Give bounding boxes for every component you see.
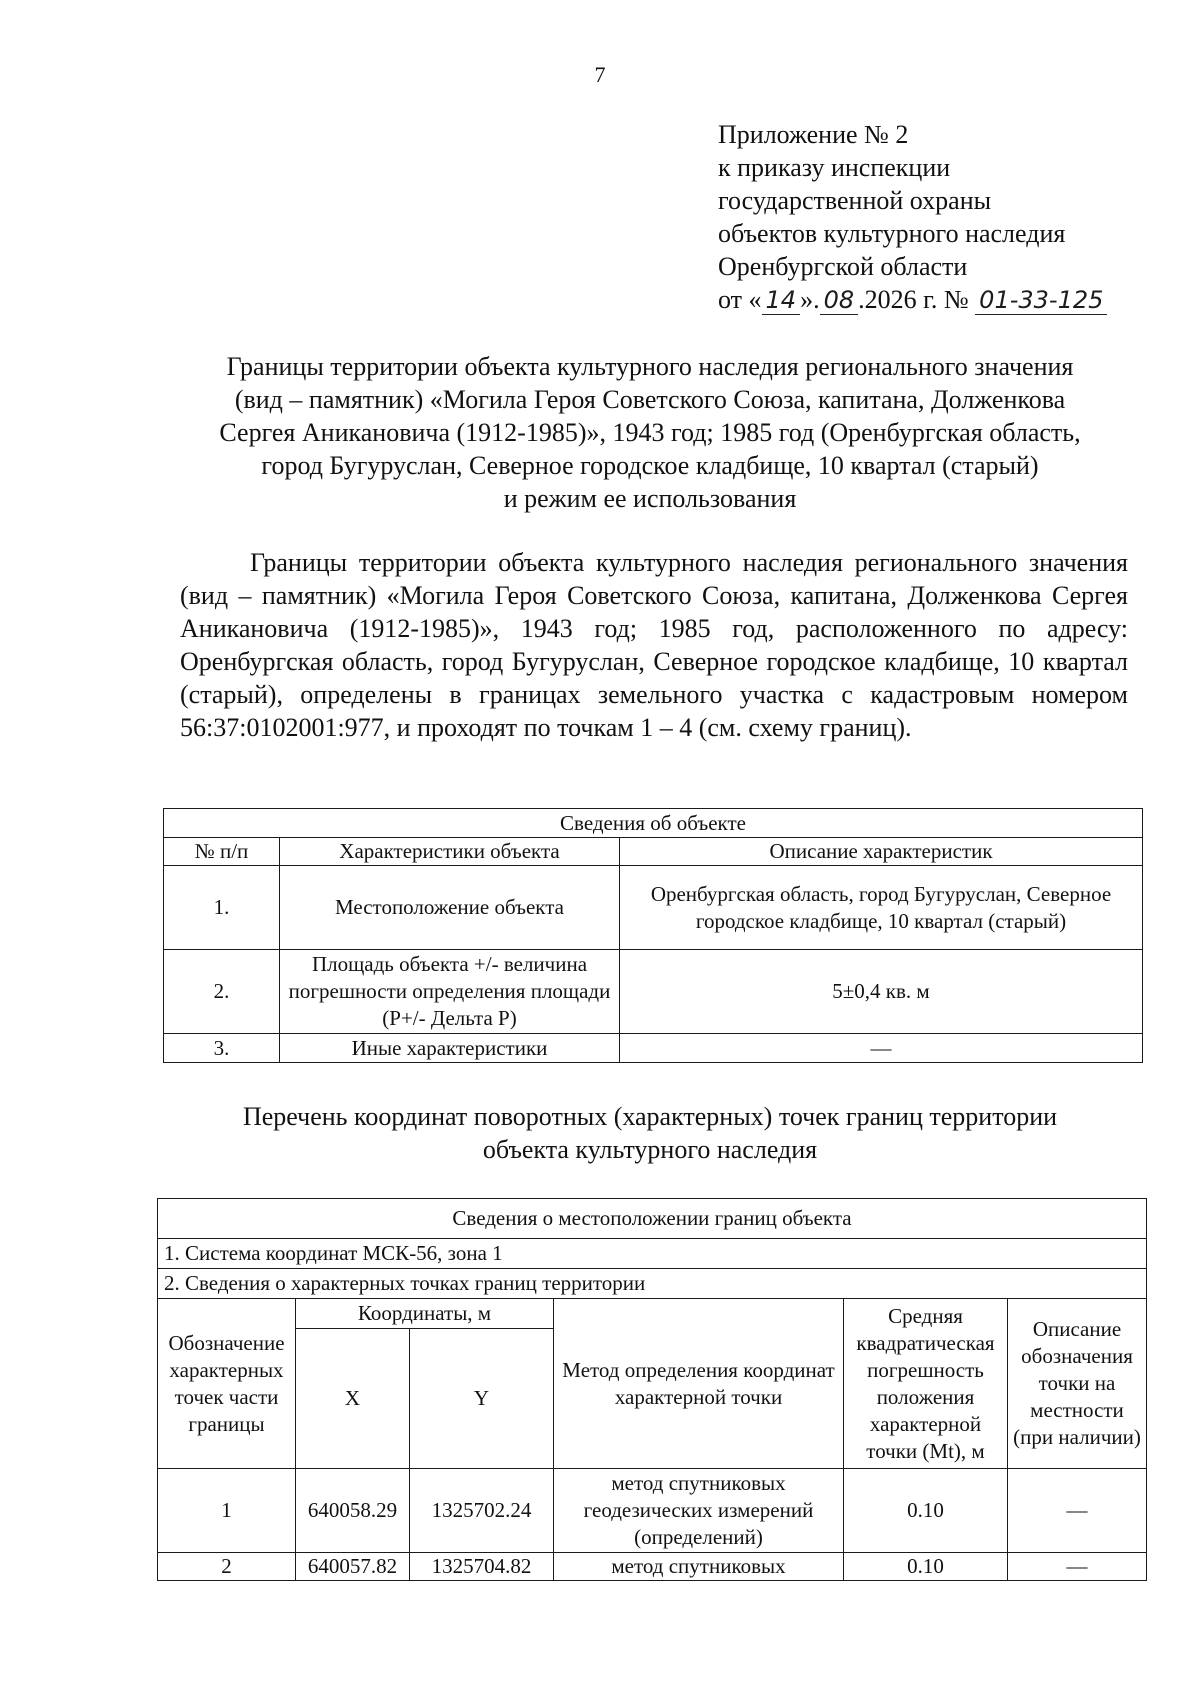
header-x: X bbox=[296, 1329, 410, 1469]
handwritten-order-number: 01-33-125 bbox=[975, 286, 1107, 315]
point-id: 2 bbox=[158, 1553, 296, 1581]
coordinates-table bbox=[157, 1198, 1147, 1581]
table-row bbox=[164, 866, 1143, 950]
appendix-line: государственной охраны bbox=[718, 186, 992, 215]
header-method: Метод определения координат характерной точки bbox=[554, 1299, 844, 1469]
coords-title-line: объекта культурного наследия bbox=[482, 1135, 818, 1164]
point-error: 0.10 bbox=[844, 1469, 1008, 1553]
row-num: 1. bbox=[164, 866, 280, 950]
handwritten-month: 08 bbox=[820, 286, 859, 315]
point-id: 1 bbox=[158, 1469, 296, 1553]
coordinate-system: 1. Система координат МСК-56, зона 1 bbox=[158, 1239, 1147, 1269]
point-x: 640058.29 bbox=[296, 1469, 410, 1553]
appendix-line: к приказу инспекции bbox=[718, 153, 951, 182]
header-description: Описание характеристик bbox=[620, 838, 1143, 866]
row-desc: 5±0,4 кв. м bbox=[620, 950, 1143, 1034]
title-line: Границы территории объекта культурного наследия регионального значения bbox=[226, 352, 1074, 381]
header-num: № п/п bbox=[164, 838, 280, 866]
document-title bbox=[160, 350, 1140, 515]
header-point-description: Описание обозначения точки на местности (при наличии) bbox=[1008, 1299, 1147, 1469]
point-description: — bbox=[1008, 1469, 1147, 1553]
appendix-date-line bbox=[718, 283, 1107, 316]
points-header: 2. Сведения о характерных точках границ территории bbox=[158, 1269, 1147, 1299]
point-y: 1325702.24 bbox=[410, 1469, 554, 1553]
date-year: .2026 г. № bbox=[858, 285, 969, 314]
paragraph-text: Границы территории объекта культурного наследия регионального значения (вид – памятник) «Могила Героя Советского Союза, капитана, Долженкова Сергея Аникановича (1912-1985)», 1943 год; 1985 год, расположенного по адресу: Оренбургская область, город Бугуруслан, Северное городское кладбище, 10 квартал (старый), определены в границах земельного участка с кадастровым номером 56:37:0102001:977, и проходят по точкам 1 – 4 (см. схему границ). bbox=[180, 548, 1128, 742]
point-x: 640057.82 bbox=[296, 1553, 410, 1581]
row-name: Местоположение объекта bbox=[280, 866, 620, 950]
title-line: Сергея Аникановича (1912-1985)», 1943 год; 1985 год (Оренбургская область, bbox=[219, 418, 1081, 447]
title-line: и режим ее использования bbox=[503, 484, 797, 513]
header-characteristic: Характеристики объекта bbox=[280, 838, 620, 866]
row-num: 2. bbox=[164, 950, 280, 1034]
row-num: 3. bbox=[164, 1034, 280, 1063]
row-desc: — bbox=[620, 1034, 1143, 1063]
coords-table-caption: Сведения о местоположении границ объекта bbox=[158, 1199, 1147, 1239]
page-number: 7 bbox=[594, 62, 606, 87]
point-method: метод спутниковых bbox=[554, 1553, 844, 1581]
date-prefix: от « bbox=[718, 285, 762, 314]
point-y: 1325704.82 bbox=[410, 1553, 554, 1581]
point-error: 0.10 bbox=[844, 1553, 1008, 1581]
handwritten-day: 14 bbox=[762, 286, 801, 315]
title-line: (вид – памятник) «Могила Героя Советского Союза, капитана, Долженкова bbox=[234, 385, 1066, 414]
coords-title-line: Перечень координат поворотных (характерных) точек границ территории bbox=[242, 1102, 1058, 1131]
body-paragraph bbox=[180, 546, 1128, 744]
table-row bbox=[158, 1469, 1147, 1553]
header-error: Средняя квадратическая погрешность положения характерной точки (Mt), м bbox=[844, 1299, 1008, 1469]
header-designation: Обозначение характерных точек части границы bbox=[158, 1299, 296, 1469]
table-row bbox=[164, 1034, 1143, 1063]
object-table-caption: Сведения об объекте bbox=[164, 809, 1143, 838]
table-row bbox=[164, 950, 1143, 1034]
coordinates-title bbox=[160, 1100, 1140, 1166]
row-name: Иные характеристики bbox=[280, 1034, 620, 1063]
appendix-line: Приложение № 2 bbox=[718, 120, 909, 149]
row-name: Площадь объекта +/- величина погрешности определения площади (P+/- Дельта P) bbox=[280, 950, 620, 1034]
row-desc: Оренбургская область, город Бугуруслан, Северное городское кладбище, 10 квартал (старый) bbox=[620, 866, 1143, 950]
header-coordinates: Координаты, м bbox=[296, 1299, 554, 1329]
object-info-table bbox=[163, 808, 1143, 1063]
point-description: — bbox=[1008, 1553, 1147, 1581]
point-method: метод спутниковых геодезических измерений (определений) bbox=[554, 1469, 844, 1553]
appendix-block bbox=[718, 118, 1107, 316]
date-separator: ». bbox=[800, 285, 820, 314]
table-row bbox=[158, 1553, 1147, 1581]
title-line: город Бугуруслан, Северное городское кладбище, 10 квартал (старый) bbox=[261, 451, 1039, 480]
appendix-line: Оренбургской области bbox=[718, 252, 968, 281]
header-y: Y bbox=[410, 1329, 554, 1469]
appendix-line: объектов культурного наследия bbox=[718, 219, 1066, 248]
